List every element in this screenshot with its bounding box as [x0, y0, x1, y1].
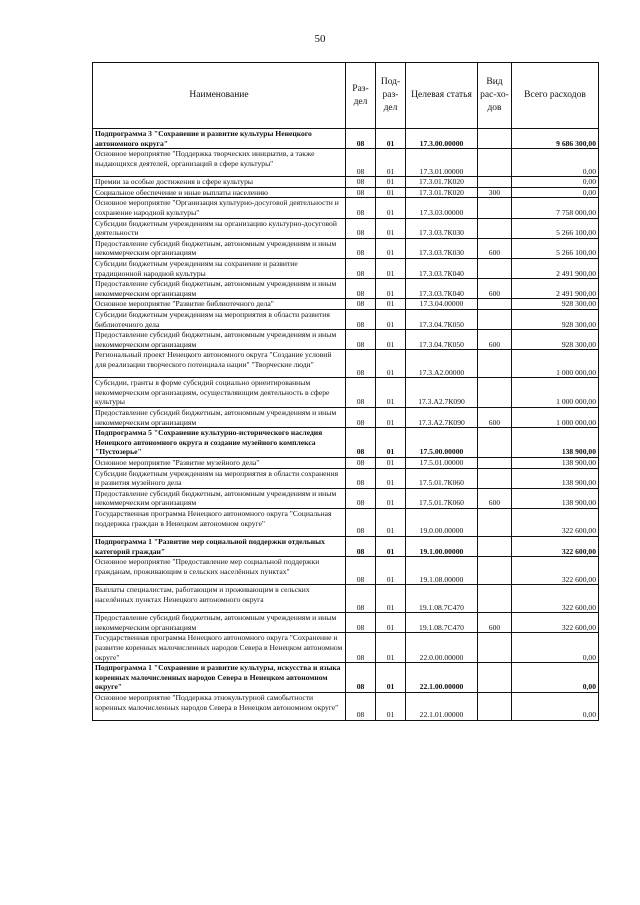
table-row [93, 428, 599, 458]
row-target-article: 17.3.01.7К020 [406, 187, 478, 198]
row-target-article: 17.3.А2.7К090 [406, 378, 478, 408]
header-total: Всего расходов [512, 63, 599, 129]
row-expense-type [478, 428, 512, 458]
row-total: 138 900,00 [512, 468, 599, 488]
row-expense-type [478, 299, 512, 310]
row-name: Основное мероприятие "Предоставление мер социальной поддержки гражданам, проживающим в сельских населённых пунктах" [93, 557, 346, 585]
row-razdel: 08 [346, 299, 376, 310]
row-podrazdel: 01 [376, 258, 406, 278]
row-target-article: 17.3.04.00000 [406, 299, 478, 310]
row-name: Основное мероприятие "Организация культурно-досуговой деятельности и сохранение народной культуры" [93, 198, 346, 218]
row-razdel: 08 [346, 633, 376, 663]
row-name: Предоставление субсидий бюджетным, автономным учреждениям и иным некоммерческим организациям [93, 613, 346, 633]
table-row [93, 458, 599, 469]
row-expense-type [478, 557, 512, 585]
row-target-article: 19.0.00.00000 [406, 509, 478, 537]
row-target-article: 17.5.01.7К060 [406, 488, 478, 508]
table-row [93, 187, 599, 198]
row-target-article: 17.3.04.7К050 [406, 330, 478, 350]
row-name: Выплаты специалистам, работающим и проживающим в сельских населённых пунктах Ненецкого автономного округа [93, 585, 346, 613]
row-total: 9 686 300,00 [512, 129, 599, 149]
row-expense-type: 600 [478, 279, 512, 299]
row-target-article: 17.3.03.00000 [406, 198, 478, 218]
row-name: Предоставление субсидий бюджетным, автономным учреждениям и иным некоммерческим организациям [93, 279, 346, 299]
row-razdel: 08 [346, 129, 376, 149]
row-razdel: 08 [346, 585, 376, 613]
row-expense-type [478, 692, 512, 720]
row-razdel: 08 [346, 238, 376, 258]
row-podrazdel: 01 [376, 537, 406, 557]
row-total: 322 600,00 [512, 509, 599, 537]
row-target-article: 19.1.08.00000 [406, 557, 478, 585]
row-expense-type: 600 [478, 330, 512, 350]
row-podrazdel: 01 [376, 428, 406, 458]
budget-table [92, 62, 599, 721]
row-razdel: 08 [346, 198, 376, 218]
row-podrazdel: 01 [376, 350, 406, 378]
row-name: Социальное обеспечение и иные выплаты населению [93, 187, 346, 198]
row-total: 0,00 [512, 177, 599, 188]
row-expense-type [478, 218, 512, 238]
row-expense-type: 600 [478, 238, 512, 258]
row-podrazdel: 01 [376, 299, 406, 310]
row-razdel: 08 [346, 187, 376, 198]
row-expense-type [478, 177, 512, 188]
row-expense-type [478, 258, 512, 278]
row-expense-type [478, 309, 512, 329]
row-razdel: 08 [346, 218, 376, 238]
table-row [93, 537, 599, 557]
row-expense-type: 600 [478, 613, 512, 633]
row-podrazdel: 01 [376, 279, 406, 299]
row-total: 322 600,00 [512, 613, 599, 633]
row-expense-type [478, 537, 512, 557]
row-name: Субсидии бюджетным учреждениям на мероприятия в области развития библиотечного дела [93, 309, 346, 329]
row-razdel: 08 [346, 488, 376, 508]
row-name: Государственная программа Ненецкого автономного округа "Социальная поддержка граждан в Ненецком автономном округе" [93, 509, 346, 537]
table-row [93, 238, 599, 258]
row-expense-type [478, 198, 512, 218]
table-row [93, 198, 599, 218]
row-podrazdel: 01 [376, 585, 406, 613]
row-name: Подпрограмма 5 "Сохранение культурно-исторического наследия Ненецкого автономного округа и создание музейного комплекса "Пустозерье" [93, 428, 346, 458]
row-podrazdel: 01 [376, 468, 406, 488]
header-razdel: Раз-дел [346, 63, 376, 129]
row-razdel: 08 [346, 537, 376, 557]
table-row [93, 218, 599, 238]
row-total: 1 000 000,00 [512, 378, 599, 408]
row-total: 928 300,00 [512, 299, 599, 310]
row-podrazdel: 01 [376, 218, 406, 238]
table-row [93, 129, 599, 149]
table-row [93, 309, 599, 329]
row-expense-type [478, 663, 512, 693]
row-total: 1 000 000,00 [512, 350, 599, 378]
row-total: 0,00 [512, 187, 599, 198]
row-target-article: 22.1.01.00000 [406, 692, 478, 720]
row-podrazdel: 01 [376, 663, 406, 693]
table-row [93, 613, 599, 633]
row-target-article: 17.3.01.7К020 [406, 177, 478, 188]
row-total: 322 600,00 [512, 585, 599, 613]
row-name: Предоставление субсидий бюджетным, автономным учреждениям и иным некоммерческим организациям [93, 238, 346, 258]
row-expense-type [478, 509, 512, 537]
table-row [93, 692, 599, 720]
row-podrazdel: 01 [376, 557, 406, 585]
row-total: 2 491 900,00 [512, 279, 599, 299]
row-razdel: 08 [346, 509, 376, 537]
row-razdel: 08 [346, 149, 376, 177]
table-row [93, 408, 599, 428]
row-expense-type [478, 468, 512, 488]
row-target-article: 17.3.А2.7К090 [406, 408, 478, 428]
row-podrazdel: 01 [376, 309, 406, 329]
table-row [93, 330, 599, 350]
row-razdel: 08 [346, 663, 376, 693]
row-expense-type [478, 458, 512, 469]
table-row [93, 149, 599, 177]
row-razdel: 08 [346, 258, 376, 278]
row-name: Премии за особые достижения в сфере культуры [93, 177, 346, 188]
row-podrazdel: 01 [376, 488, 406, 508]
header-target-article: Целевая статья [406, 63, 478, 129]
row-total: 1 000 000,00 [512, 408, 599, 428]
row-target-article: 17.5.01.00000 [406, 458, 478, 469]
row-podrazdel: 01 [376, 330, 406, 350]
row-expense-type [478, 378, 512, 408]
row-total: 2 491 900,00 [512, 258, 599, 278]
row-podrazdel: 01 [376, 187, 406, 198]
row-razdel: 08 [346, 613, 376, 633]
row-expense-type: 600 [478, 488, 512, 508]
row-target-article: 17.3.03.7К040 [406, 258, 478, 278]
row-target-article: 17.5.01.7К060 [406, 468, 478, 488]
row-razdel: 08 [346, 330, 376, 350]
row-podrazdel: 01 [376, 692, 406, 720]
row-total: 138 900,00 [512, 428, 599, 458]
row-name: Государственная программа Ненецкого автономного округа "Сохранение и развитие коренных малочисленных народов Севера в Ненецком автономном округе" [93, 633, 346, 663]
row-podrazdel: 01 [376, 633, 406, 663]
row-name: Подпрограмма 3 "Сохранение и развитие культуры Ненецкого автономного округа" [93, 129, 346, 149]
row-total: 322 600,00 [512, 557, 599, 585]
row-name: Предоставление субсидий бюджетным, автономным учреждениям и иным некоммерческим организациям [93, 330, 346, 350]
row-razdel: 08 [346, 309, 376, 329]
row-target-article: 17.3.01.00000 [406, 149, 478, 177]
row-target-article: 17.3.А2.00000 [406, 350, 478, 378]
row-expense-type [478, 149, 512, 177]
header-expense-type: Вид рас-хо-дов [478, 63, 512, 129]
row-name: Подпрограмма 1 "Сохранение и развитие культуры, искусства и языка коренных малочисленных народов Севера в Ненецком автономном округе" [93, 663, 346, 693]
row-razdel: 08 [346, 458, 376, 469]
table-row [93, 177, 599, 188]
row-name: Региональный проект Ненецкого автономного округа "Создание условий для реализации творческого потенциала нации" "Творческие люди" [93, 350, 346, 378]
row-podrazdel: 01 [376, 408, 406, 428]
table-row [93, 468, 599, 488]
row-target-article: 17.3.00.00000 [406, 129, 478, 149]
header-podrazdel: Под-раз-дел [376, 63, 406, 129]
row-name: Основное мероприятие "Поддержка творческих инициатив, а также выдающихся деятелей, организаций в сфере культуры" [93, 149, 346, 177]
page-number: 50 [314, 33, 326, 45]
table-body [93, 129, 599, 721]
row-razdel: 08 [346, 378, 376, 408]
row-total: 5 266 100,00 [512, 218, 599, 238]
row-podrazdel: 01 [376, 198, 406, 218]
row-name: Предоставление субсидий бюджетным, автономным учреждениям и иным некоммерческим организациям [93, 408, 346, 428]
row-razdel: 08 [346, 557, 376, 585]
row-name: Подпрограмма 1 "Развитие мер социальной поддержки отдельных категорий граждан" [93, 537, 346, 557]
table-row [93, 509, 599, 537]
row-total: 138 900,00 [512, 458, 599, 469]
row-name: Субсидии бюджетным учреждениям на организацию культурно-досуговой деятельности [93, 218, 346, 238]
row-target-article: 17.3.04.7К050 [406, 309, 478, 329]
row-total: 7 758 000,00 [512, 198, 599, 218]
row-total: 0,00 [512, 149, 599, 177]
table-header [93, 63, 599, 129]
row-target-article: 19.1.08.7С470 [406, 613, 478, 633]
row-expense-type [478, 350, 512, 378]
row-total: 928 300,00 [512, 330, 599, 350]
row-target-article: 19.1.00.00000 [406, 537, 478, 557]
row-target-article: 17.3.03.7К030 [406, 218, 478, 238]
table-row [93, 585, 599, 613]
row-name: Субсидии бюджетным учреждениям на мероприятия в области сохранения и развития музейного дела [93, 468, 346, 488]
table-row [93, 258, 599, 278]
row-podrazdel: 01 [376, 613, 406, 633]
row-name: Основное мероприятие "Развитие музейного дела" [93, 458, 346, 469]
row-target-article: 17.5.00.00000 [406, 428, 478, 458]
row-razdel: 08 [346, 428, 376, 458]
table-row [93, 378, 599, 408]
row-podrazdel: 01 [376, 378, 406, 408]
row-total: 0,00 [512, 663, 599, 693]
table-row [93, 557, 599, 585]
row-name: Субсидии, гранты в форме субсидий социально ориентированным некоммерческим организациям, осуществляющим деятельность в сфере культуры [93, 378, 346, 408]
row-total: 5 266 100,00 [512, 238, 599, 258]
row-expense-type [478, 129, 512, 149]
row-podrazdel: 01 [376, 149, 406, 177]
row-podrazdel: 01 [376, 177, 406, 188]
row-podrazdel: 01 [376, 458, 406, 469]
row-total: 0,00 [512, 633, 599, 663]
row-target-article: 19.1.08.7С470 [406, 585, 478, 613]
row-target-article: 22.0.00.00000 [406, 633, 478, 663]
row-razdel: 08 [346, 408, 376, 428]
row-expense-type [478, 633, 512, 663]
row-expense-type: 600 [478, 408, 512, 428]
row-razdel: 08 [346, 279, 376, 299]
row-podrazdel: 01 [376, 509, 406, 537]
header-name: Наименование [93, 63, 346, 129]
row-target-article: 22.1.00.00000 [406, 663, 478, 693]
row-expense-type [478, 585, 512, 613]
table-row [93, 663, 599, 693]
row-total: 928 300,00 [512, 309, 599, 329]
row-total: 322 600,00 [512, 537, 599, 557]
row-target-article: 17.3.03.7К040 [406, 279, 478, 299]
table-row [93, 279, 599, 299]
row-name: Основное мероприятие "Поддержка этнокультурной самобытности коренных малочисленных народов Севера в Ненецком автономном округе" [93, 692, 346, 720]
table-row [93, 350, 599, 378]
row-total: 0,00 [512, 692, 599, 720]
row-razdel: 08 [346, 692, 376, 720]
row-razdel: 08 [346, 350, 376, 378]
row-target-article: 17.3.03.7К030 [406, 238, 478, 258]
row-expense-type: 300 [478, 187, 512, 198]
row-total: 138 900,00 [512, 488, 599, 508]
row-razdel: 08 [346, 468, 376, 488]
table-row [93, 633, 599, 663]
table-row [93, 488, 599, 508]
row-name: Субсидии бюджетным учреждениям на сохранение и развитие традиционной народной культуры [93, 258, 346, 278]
row-razdel: 08 [346, 177, 376, 188]
row-name: Предоставление субсидий бюджетным, автономным учреждениям и иным некоммерческим организациям [93, 488, 346, 508]
table-row [93, 299, 599, 310]
row-name: Основное мероприятие "Развитие библиотечного дела" [93, 299, 346, 310]
row-podrazdel: 01 [376, 129, 406, 149]
row-podrazdel: 01 [376, 238, 406, 258]
